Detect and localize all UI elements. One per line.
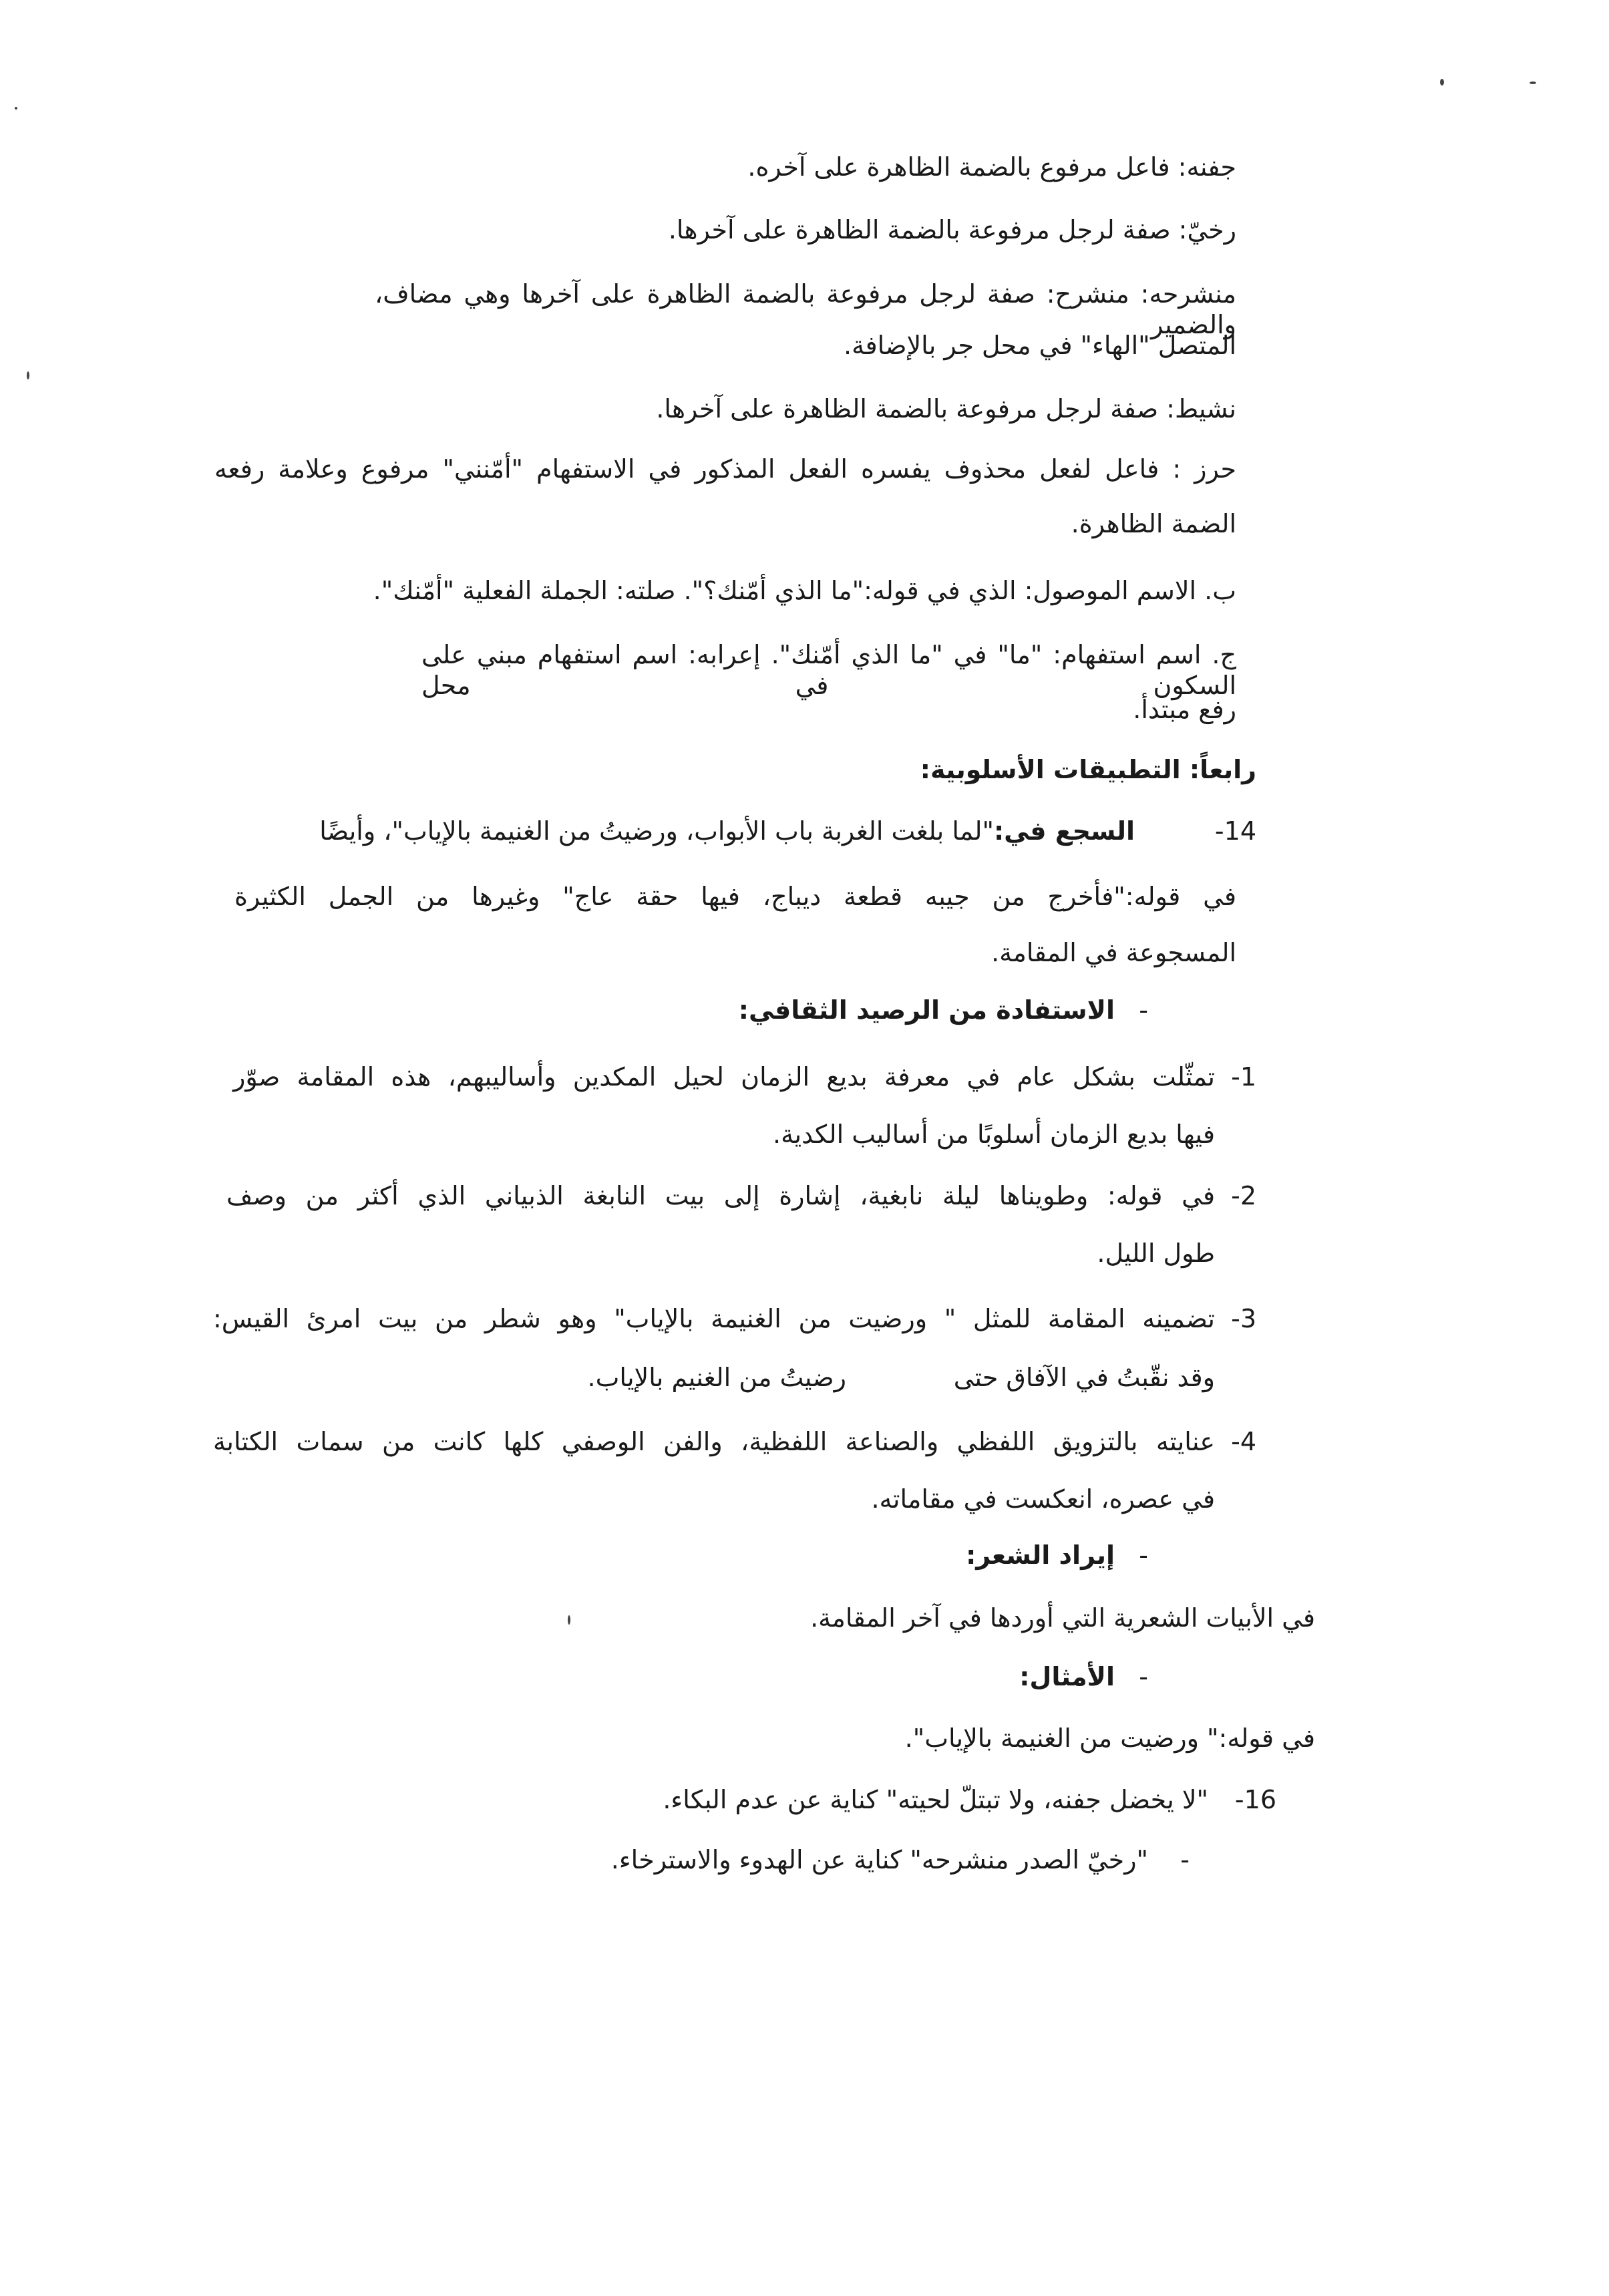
item-text: "لما بلغت الغربة باب الأبواب، ورضيتُ من الغنيمة بالإياب"، وأيضًا (319, 816, 994, 846)
text-line: "لا يخضل جفنه، ولا تبتلّ لحيته" كناية عن عدم البكاء. (663, 1785, 1208, 1814)
text-line: المتصل "الهاء" في محل جر بالإضافة. (844, 331, 1236, 360)
dash-bullet: - (1180, 1845, 1190, 1874)
item-number: 16- (1234, 1785, 1276, 1814)
scan-speck (1440, 79, 1444, 86)
text-line: في الأبيات الشعرية التي أوردها في آخر المقامة. (810, 1603, 1315, 1633)
text-line: حرز : فاعل لفعل محذوف يفسره الفعل المذكور في الاستفهام "أمّنني" مرفوع وعلامة رفعه (214, 454, 1236, 484)
text-line: "رخيّ الصدر منشرحه" كناية عن الهدوء والاسترخاء. (610, 1845, 1148, 1874)
item-label: السجع في: (993, 816, 1135, 846)
text-line: تمثّلت بشكل عام في معرفة بديع الزمان لحيل المكدين وأساليبهم، هذه المقامة صوّر (233, 1062, 1215, 1092)
text-line: طول الليل. (1097, 1239, 1215, 1268)
scan-speck (27, 371, 29, 379)
text-line: فيها بديع الزمان أسلوبًا من أساليب الكدية. (773, 1120, 1215, 1149)
scan-speck (568, 1615, 570, 1625)
text-line: تضمينه المقامة للمثل " ورضيت من الغنيمة بالإياب" وهو شطر من بيت امرئ القيس: (213, 1304, 1215, 1333)
text-line: في عصره، انعكست في مقاماته. (871, 1484, 1215, 1514)
text-line: منشرحه: منشرح: صفة لرجل مرفوعة بالضمة الظاهرة على آخرها وهي مضاف، والضمير (375, 279, 1236, 339)
item-number: 3- (1231, 1304, 1256, 1333)
item-number: 4- (1231, 1427, 1256, 1456)
text-line: عنايته بالتزويق اللفظي والصناعة اللفظية، والفن الوصفي كلها كانت من سمات الكتابة (213, 1427, 1215, 1456)
item-number: 1- (1231, 1062, 1256, 1092)
text-line: ب. الاسم الموصول: الذي في قوله:"ما الذي أمّنك؟". صلته: الجملة الفعلية "أمّنك". (373, 576, 1236, 605)
text-line: نشيط: صفة لرجل مرفوعة بالضمة الظاهرة على آخرها. (656, 394, 1236, 424)
text-line: في قوله:" ورضيت من الغنيمة بالإياب". (904, 1724, 1315, 1753)
text-line: رفع مبتدأ. (1133, 695, 1236, 724)
text-line: في قوله:"فأخرج من جيبه قطعة ديباج، فيها حقة عاج" وغيرها من الجمل الكثيرة (234, 882, 1236, 911)
text-line: ج. اسم استفهام: "ما" في "ما الذي أمّنك". إعرابه: اسم استفهام مبني على السكون في محل (421, 640, 1236, 700)
text-line (319, 816, 1135, 847)
subsection-heading: الأمثال: (1019, 1662, 1115, 1691)
item-number: 2- (1231, 1181, 1256, 1210)
subsection-heading: إيراد الشعر: (966, 1540, 1115, 1570)
verse-hemistich: وقد نقّبتُ في الآفاق حتى (953, 1363, 1215, 1392)
text-line: المسجوعة في المقامة. (991, 938, 1236, 967)
scan-speck (1530, 81, 1536, 84)
scan-speck (15, 107, 17, 110)
text-line: في قوله: وطويناها ليلة نابغية، إشارة إلى بيت النابغة الذبياني الذي أكثر من وصف (226, 1181, 1215, 1210)
verse-hemistich: رضيتُ من الغنيم بالإياب. (587, 1363, 846, 1392)
subsection-heading: الاستفادة من الرصيد الثقافي: (738, 995, 1115, 1025)
dash-bullet: - (1139, 995, 1148, 1025)
text-line: جفنه: فاعل مرفوع بالضمة الظاهرة على آخره. (747, 152, 1236, 182)
text-line: الضمة الظاهرة. (1071, 509, 1236, 538)
section-heading: رابعاً: التطبيقات الأسلوبية: (920, 755, 1256, 784)
text-line: رخيّ: صفة لرجل مرفوعة بالضمة الظاهرة على آخرها. (668, 215, 1236, 244)
dash-bullet: - (1139, 1662, 1148, 1691)
dash-bullet: - (1139, 1540, 1148, 1570)
item-number: 14- (1214, 816, 1256, 846)
